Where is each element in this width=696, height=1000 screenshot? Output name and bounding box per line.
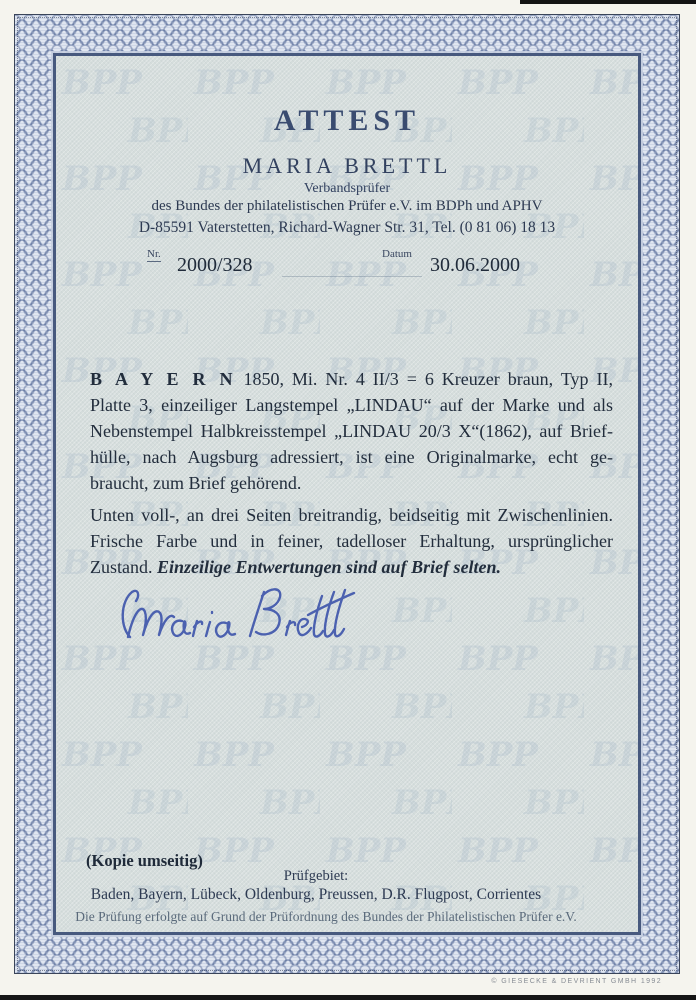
paragraph-line — [90, 366, 613, 392]
association-line: des Bundes der philatelistischen Prüfer e.V. im BDPh und APHV — [151, 198, 543, 214]
paragraph-text: 1850, Mi. Nr. 4 II/3 = 6 Kreuzer braun, Typ II, — [235, 369, 613, 389]
exam-areas: Baden, Bayern, Lübeck, Oldenburg, Preussen, D.R. Flugpost, Corrientes — [90, 886, 542, 903]
scan-edge-bottom — [0, 995, 696, 1000]
date-label: Datum — [382, 248, 412, 260]
paragraph-line: hülle, nach Augsburg adressiert, ist eine Originalmarke, echt ge- — [90, 447, 613, 467]
exam-area-label: Prüfgebiet: — [283, 868, 349, 884]
description-paragraph — [90, 366, 613, 496]
guilloche-border — [14, 14, 680, 974]
paragraph-text: Zustand. — [90, 557, 157, 577]
rarity-note: Einzeilige Entwertungen sind auf Brief selten. — [157, 557, 502, 577]
address-line: D-85591 Vaterstetten, Richard-Wagner Str. 31, Tel. (0 81 06) 18 13 — [138, 219, 556, 236]
country-lead: B A Y E R N — [90, 369, 236, 389]
copy-note: (Kopie umseitig) — [86, 851, 203, 870]
condition-paragraph — [90, 502, 613, 580]
signature-maria-brettl — [112, 580, 362, 652]
examiner-name: MARIA BRETTL — [242, 153, 452, 178]
meta-divider-line — [282, 276, 422, 277]
examiner-role: Verbandsprüfer — [303, 181, 391, 196]
scan-edge-top — [520, 0, 696, 4]
paragraph-line: Nebenstempel Halbkreisstempel „LINDAU 20/3 X“(1862), auf Brief- — [90, 421, 613, 441]
certificate-content — [56, 56, 638, 932]
certificate-title: ATTEST — [273, 104, 421, 137]
number-value: 2000/328 — [177, 254, 253, 276]
printer-imprint: © GIESECKE & DEVRIENT GMBH 1992 — [491, 978, 662, 985]
paragraph-line: Frische Farbe und in feiner, tadelloser Erhaltung, ursprünglicher — [90, 531, 613, 551]
date-value: 30.06.2000 — [430, 254, 520, 276]
certificate-paper — [53, 53, 641, 935]
number-label: Nr. — [147, 248, 161, 260]
paragraph-line: Platte 3, einzeiliger Langstempel „LINDAU“ auf der Marke und als — [90, 395, 613, 415]
paragraph-line: braucht, zum Brief gehörend. — [90, 473, 302, 493]
paragraph-line: Unten voll-, an drei Seiten breitrandig, beidseitig mit Zwischenlinien. — [90, 505, 613, 525]
footer-note: Die Prüfung erfolgte auf Grund der Prüfordnung des Bundes der Philatelistischen Prüfer e.V. — [75, 909, 577, 924]
paragraph-line — [90, 554, 613, 580]
